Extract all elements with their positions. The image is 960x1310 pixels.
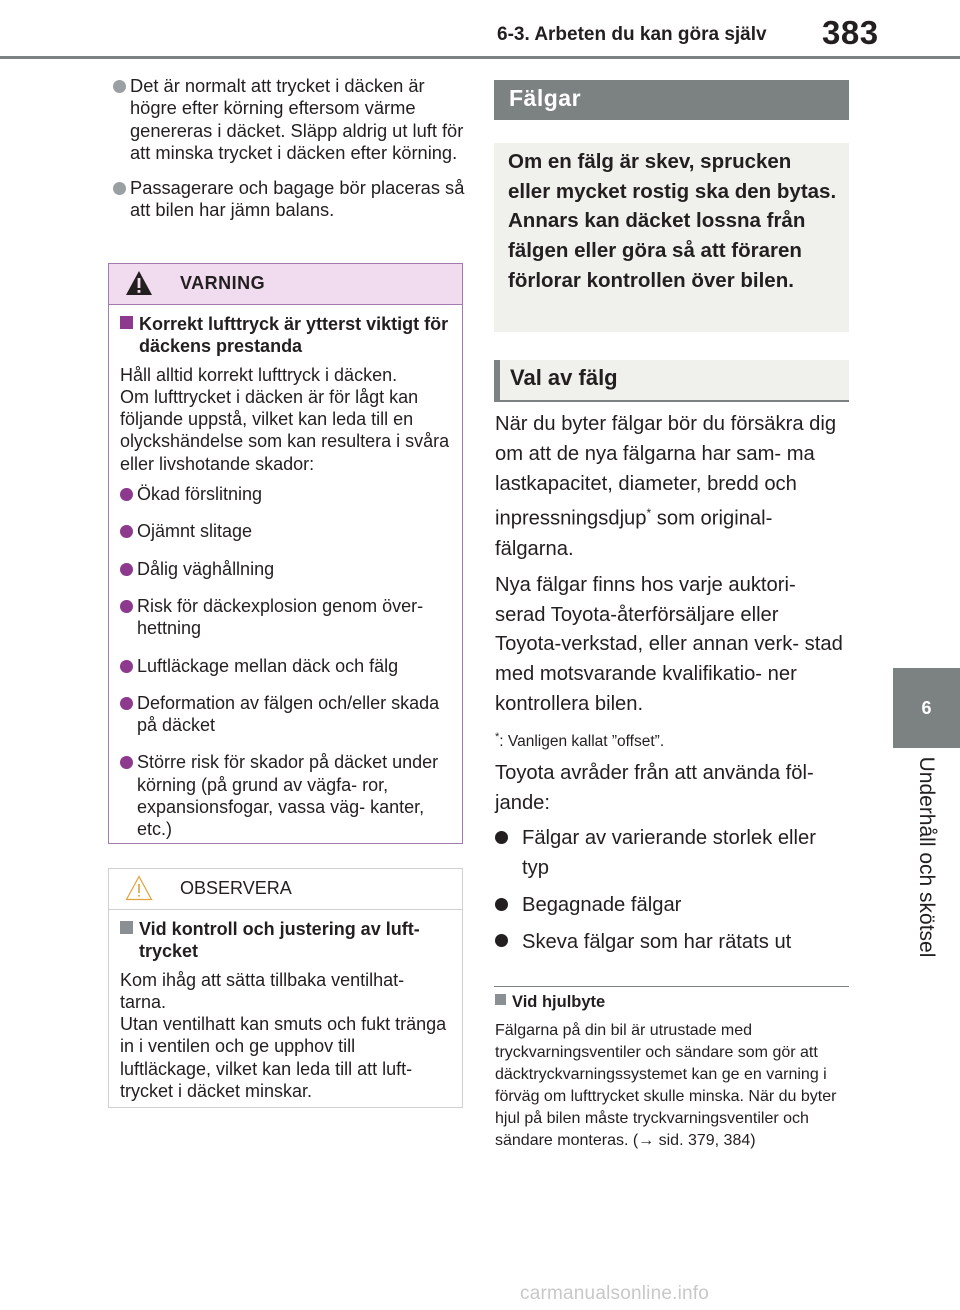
hjulbyte-section bbox=[495, 991, 847, 1152]
section-title: 6-3. Arbeten du kan göra själv bbox=[497, 24, 767, 45]
list-item bbox=[120, 483, 450, 505]
chapter-number: 6 bbox=[921, 697, 932, 718]
notice-title: OBSERVERA bbox=[180, 878, 292, 898]
warning-subheading-text: Korrekt lufttryck är ytterst viktigt för däckens prestanda bbox=[139, 314, 449, 357]
bullet-icon bbox=[113, 80, 126, 93]
hjulbyte-text: Fälgarna på din bil är utrustade med tryckvarningsventiler och sändare som gör att däcktryckvarningssystemet kan ge en varning i förväg om lufttrycket skulle minska. När du byter hjul på bilen måste tryckvarningsventiler och sändare monteras. (→ sid. 379, 384) bbox=[495, 1022, 837, 1149]
notice-paragraph: Kom ihåg att sätta tillbaka ventilhat- tarna. bbox=[120, 969, 405, 1012]
paragraph-text: som original- fälgarna. bbox=[495, 508, 773, 560]
notice-subheading bbox=[120, 918, 450, 963]
intro-text: Passagerare och bagage bör placeras så att bilen har jämn balans. bbox=[130, 177, 465, 221]
paragraph: Toyota avråder från att använda föl- jande: bbox=[495, 761, 814, 814]
section-heading-falgar bbox=[494, 80, 849, 120]
list-item bbox=[120, 595, 450, 640]
list-item bbox=[120, 655, 450, 677]
list-item-text: Skeva fälgar som har rätats ut bbox=[522, 930, 792, 953]
bullet-icon bbox=[495, 831, 508, 844]
list-item bbox=[113, 75, 465, 164]
section-divider bbox=[494, 986, 849, 987]
subsection-heading-val-av-falg bbox=[494, 360, 849, 402]
bullet-icon bbox=[113, 182, 126, 195]
square-bullet-icon bbox=[495, 994, 506, 1005]
footnote bbox=[495, 726, 847, 753]
list-item bbox=[495, 824, 847, 884]
warning-header bbox=[109, 264, 462, 305]
bullet-icon bbox=[120, 563, 133, 576]
list-item bbox=[495, 928, 847, 958]
body-text bbox=[495, 410, 847, 965]
bullet-icon bbox=[120, 697, 133, 710]
intro-bullets bbox=[113, 75, 465, 235]
warning-list bbox=[120, 483, 450, 841]
warning-title: VARNING bbox=[180, 273, 266, 293]
list-item-text: Fälgar av varierande storlek eller typ bbox=[522, 827, 816, 880]
avoid-list bbox=[495, 824, 847, 957]
list-item-text: Begagnade fälgar bbox=[522, 894, 682, 917]
heading-accent-bar bbox=[494, 360, 500, 400]
list-item-text: Ökad förslitning bbox=[137, 484, 263, 505]
warning-paragraph: Håll alltid korrekt lufttryck i däcken. bbox=[120, 364, 398, 385]
bullet-icon bbox=[120, 488, 133, 501]
heading-text: Vid hjulbyte bbox=[512, 993, 606, 1011]
list-item-text: Dålig väghållning bbox=[137, 558, 275, 579]
notice-paragraph: Utan ventilhatt kan smuts och fukt tränga in i ventilen och ge upphov till luftläckage, vilket kan leda till att luft- trycket i däcket minskar. bbox=[120, 1014, 447, 1102]
footnote-marker: * bbox=[646, 506, 652, 521]
bullet-icon bbox=[120, 756, 133, 769]
list-item-text: Risk för däckexplosion genom över- hettning bbox=[137, 595, 424, 639]
footnote-text: : Vanligen kallat ”offset”. bbox=[499, 732, 665, 750]
chapter-tab[interactable] bbox=[893, 668, 960, 748]
list-item bbox=[120, 558, 450, 580]
list-item bbox=[495, 891, 847, 921]
notice-box bbox=[108, 868, 463, 1108]
list-item bbox=[120, 520, 450, 542]
warning-subheading bbox=[120, 313, 450, 358]
paragraph: Nya fälgar finns hos varje auktori- serad Toyota-återförsäljare eller Toyota-verkstad, eller annan verk- stad med motsvarande kvalifikatio- ner kontrollera bilen. bbox=[495, 573, 843, 715]
list-item bbox=[120, 751, 450, 840]
warning-box bbox=[108, 263, 463, 844]
square-bullet-icon bbox=[120, 316, 133, 329]
hjulbyte-heading bbox=[495, 991, 847, 1013]
notice-header bbox=[109, 869, 462, 910]
warning-triangle-icon bbox=[125, 270, 153, 296]
paragraph bbox=[495, 410, 847, 565]
list-item-text: Luftläckage mellan däck och fälg bbox=[137, 655, 399, 676]
header-rule bbox=[0, 56, 960, 59]
notice-subheading-text: Vid kontroll och justering av luft- trycket bbox=[139, 919, 420, 962]
intro-text: Det är normalt att trycket i däcken är högre efter körning eftersom värme genereras i däcket. Släpp aldrig ut luft för att minska trycket i däcken efter körning. bbox=[130, 75, 464, 163]
heading-text: Val av fälg bbox=[510, 365, 618, 390]
bullet-icon bbox=[120, 600, 133, 613]
warning-paragraph: Om lufttrycket i däcken är för lågt kan följande uppstå, vilket kan leda till en olyckshändelse som kan resultera i svåra eller livshotande skador: bbox=[120, 386, 450, 474]
heading-text: Fälgar bbox=[509, 85, 582, 111]
page-number: 383 bbox=[822, 14, 879, 51]
bullet-icon bbox=[120, 660, 133, 673]
watermark: carmanualsonline.info bbox=[520, 1283, 710, 1304]
list-item-text: Deformation av fälgen och/eller skada på däcket bbox=[137, 692, 440, 736]
caution-triangle-icon bbox=[125, 875, 153, 901]
square-bullet-icon bbox=[120, 921, 133, 934]
list-item bbox=[120, 692, 450, 737]
bullet-icon bbox=[120, 525, 133, 538]
list-item bbox=[113, 177, 465, 222]
list-item-text: Större risk för skador på däcket under körning (på grund av vägfa- ror, expansionsfogar, vassa väg- kanter, etc.) bbox=[137, 752, 439, 840]
chapter-label: Underhåll och skötsel bbox=[915, 756, 938, 958]
paragraph-text: När du byter fälgar bör du försäkra dig om att de nya fälgarna har sam- ma lastkapacitet, diameter, bredd och inpressningsdjup bbox=[495, 413, 837, 531]
callout-box: Om en fälg är skev, sprucken eller mycket rostig ska den bytas. Annars kan däcket lossna från fälgen eller göra så att föraren förlorar kontrollen över bilen. bbox=[494, 143, 849, 332]
bullet-icon bbox=[495, 934, 508, 947]
bullet-icon bbox=[495, 898, 508, 911]
list-item-text: Ojämnt slitage bbox=[137, 521, 253, 542]
footnote-marker: * bbox=[495, 730, 500, 743]
